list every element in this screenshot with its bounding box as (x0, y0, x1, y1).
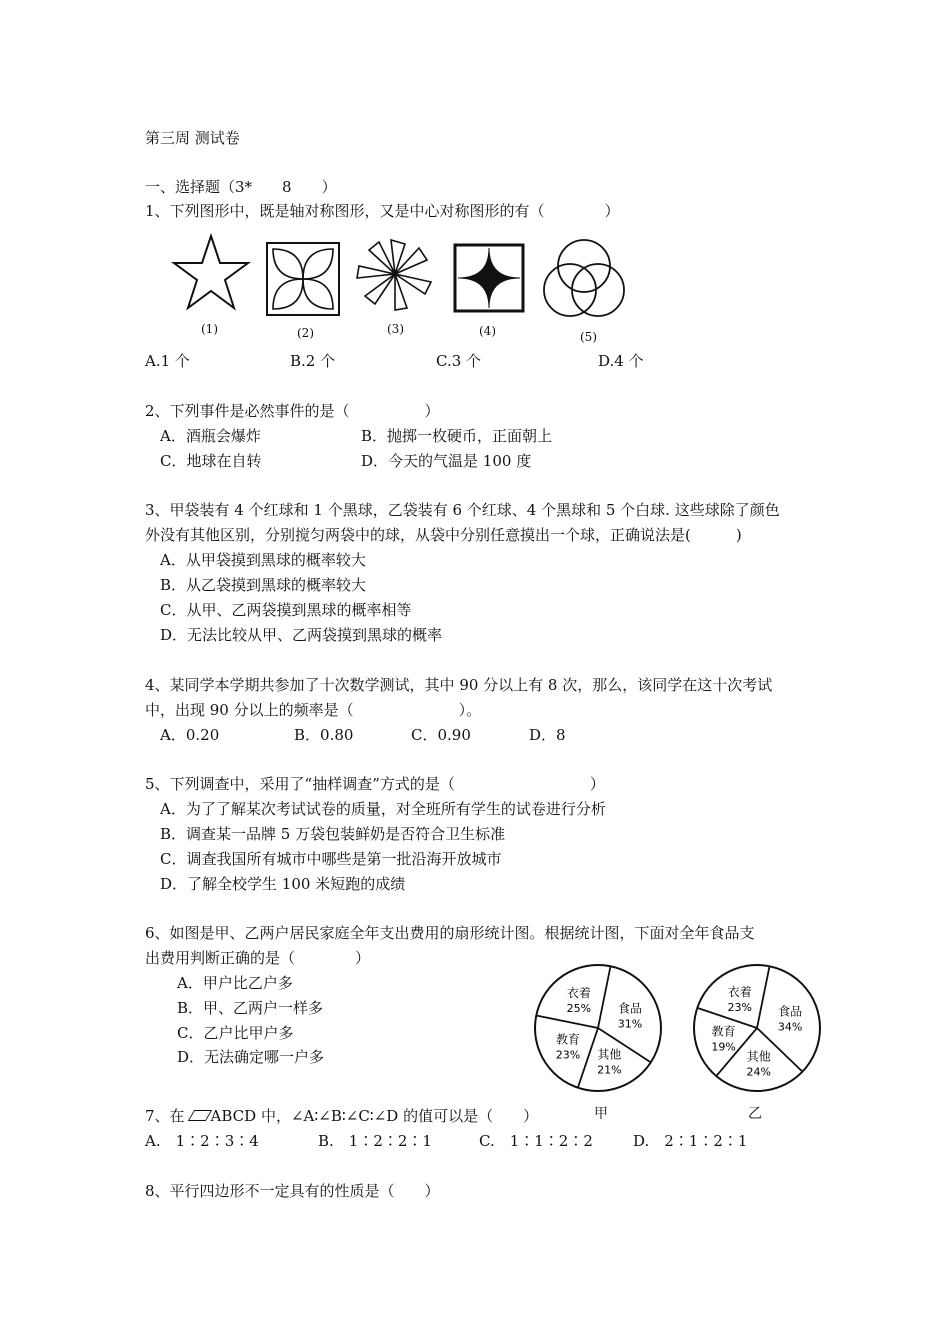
pie-slice-label: 食品 (778, 1004, 803, 1019)
q7-stem-suffix: ABCD 中，∠A∶∠B∶∠C∶∠D 的值可以是（ ） (210, 1107, 539, 1125)
pie-slice-value: 24% (746, 1065, 772, 1079)
q1-option-a: A.1 个 (145, 352, 190, 370)
q6-option-d: D．无法确定哪一户多 (177, 1048, 325, 1066)
pie-slice-label: 其他 (746, 1049, 771, 1064)
figure-caption: (3) (387, 322, 404, 336)
q3-stem-line1: 3、甲袋装有 4 个红球和 1 个黑球，乙袋装有 6 个红球、4 个黑球和 5 个白球. 这些球除了颜色 (145, 501, 780, 519)
q5-option-b: B．调查某一品牌 5 万袋包装鲜奶是否符合卫生标准 (160, 825, 506, 843)
astroid-square-figure (452, 242, 526, 314)
figure-caption: (5) (580, 330, 597, 344)
q2-option-d: D．今天的气温是 100 度 (361, 452, 532, 470)
q3-stem-line2: 外没有其他区别，分别搅匀两袋中的球，从袋中分别任意摸出一个球，正确说法是( ) (145, 526, 742, 544)
q2-option-b: B．抛掷一枚硬币，正面朝上 (361, 427, 553, 445)
q1-option-d: D.4 个 (598, 352, 644, 370)
pie-slice-value: 19% (711, 1040, 736, 1054)
pie-slice-boundary (598, 966, 611, 1028)
q6-stem-line1: 6、如图是甲、乙两户居民家庭全年支出费用的扇形统计图。根据统计图，下面对全年食品支 (145, 924, 755, 942)
q2-stem: 2、下列事件是必然事件的是（ ） (145, 402, 440, 420)
pie-slice-value: 23% (555, 1048, 581, 1062)
section-heading: 一、选择题（3* 8 ） (145, 178, 337, 196)
q4-option-d: D．8 (529, 726, 566, 744)
q1-option-c: C.3 个 (436, 352, 482, 370)
pie-slice-label: 其他 (597, 1047, 622, 1062)
pie-slice-label: 教育 (555, 1032, 580, 1047)
q7-option-d: D. 2∶1∶2∶1 (633, 1132, 748, 1150)
q4-option-a: A．0.20 (160, 726, 220, 744)
q3-option-b: B．从乙袋摸到黑球的概率较大 (160, 576, 367, 594)
q4-stem-line1: 4、某同学本学期共参加了十次数学测试，其中 90 分以上有 8 次，那么，该同学在这十次考试 (145, 676, 773, 694)
pie-chart-jia (532, 962, 664, 1094)
q6-option-c: C．乙户比甲户多 (177, 1024, 294, 1042)
q1-option-b: B.2 个 (290, 352, 336, 370)
q5-option-d: D．了解全校学生 100 米短跑的成绩 (160, 875, 406, 893)
pie-slice-value: 23% (727, 1000, 752, 1014)
pie-caption-jia: 甲 (594, 1106, 608, 1122)
pie-slice-value: 34% (777, 1020, 803, 1034)
figure-caption: (1) (201, 322, 218, 336)
q7-stem-prefix: 7、在 (145, 1107, 185, 1125)
q3-option-d: D．无法比较从甲、乙两袋摸到黑球的概率 (160, 626, 443, 644)
page-title: 第三周 测试卷 (145, 129, 240, 147)
pinwheel-figure (352, 234, 438, 314)
q7-option-b: B. 1∶2∶2∶1 (318, 1132, 432, 1150)
pie-slice-boundary (578, 1028, 598, 1088)
pie-chart-yi (691, 962, 823, 1094)
q6-stem-line2: 出费用判断正确的是（ ） (145, 949, 371, 967)
star-figure (170, 232, 252, 312)
pie-slice-label: 衣着 (727, 984, 752, 999)
q4-stem-line2: 中，出现 90 分以上的频率是（ ）。 (145, 701, 482, 719)
pie-slice-label: 衣着 (566, 986, 591, 1001)
q7-option-c: C. 1∶1∶2∶2 (479, 1132, 593, 1150)
q5-stem: 5、下列调查中，采用了“抽样调查”方式的是（ ） (145, 775, 605, 793)
figure-caption: (4) (479, 324, 496, 338)
q3-option-c: C．从甲、乙两袋摸到黑球的概率相等 (160, 601, 412, 619)
square-petals-figure (264, 240, 342, 318)
q8-stem: 8、平行四边形不一定具有的性质是（ ） (145, 1182, 440, 1200)
q4-option-c: C．0.90 (411, 726, 471, 744)
pie-slice-label: 食品 (617, 1001, 642, 1016)
q2-option-a: A．酒瓶会爆炸 (160, 427, 261, 445)
pie-slice-value: 31% (617, 1017, 643, 1031)
parallelogram-icon (187, 1110, 211, 1121)
pie-slice-boundary (757, 966, 770, 1028)
q5-option-a: A．为了了解某次考试试卷的质量，对全班所有学生的试卷进行分析 (160, 800, 606, 818)
q7-stem (145, 1106, 538, 1126)
q6-option-a: A．甲户比乙户多 (177, 974, 293, 992)
pie-slice-value: 21% (597, 1063, 622, 1077)
q7-option-a: A. 1∶2∶3∶4 (145, 1132, 259, 1150)
pie-caption-yi: 乙 (748, 1106, 762, 1122)
pie-slice-label: 教育 (711, 1024, 736, 1039)
q6-option-b: B．甲、乙两户一样多 (177, 999, 324, 1017)
q3-option-a: A．从甲袋摸到黑球的概率较大 (160, 551, 366, 569)
q4-option-b: B．0.80 (294, 726, 354, 744)
q5-option-c: C．调查我国所有城市中哪些是第一批沿海开放城市 (160, 850, 502, 868)
pie-slice-boundary (536, 1015, 598, 1028)
q2-option-c: C．地球在自转 (160, 452, 262, 470)
three-circles-figure (540, 236, 628, 322)
figure-caption: (2) (297, 326, 314, 340)
q1-stem: 1、下列图形中，既是轴对称图形，又是中心对称图形的有（ ） (145, 202, 620, 220)
pie-slice-value: 25% (566, 1002, 592, 1016)
